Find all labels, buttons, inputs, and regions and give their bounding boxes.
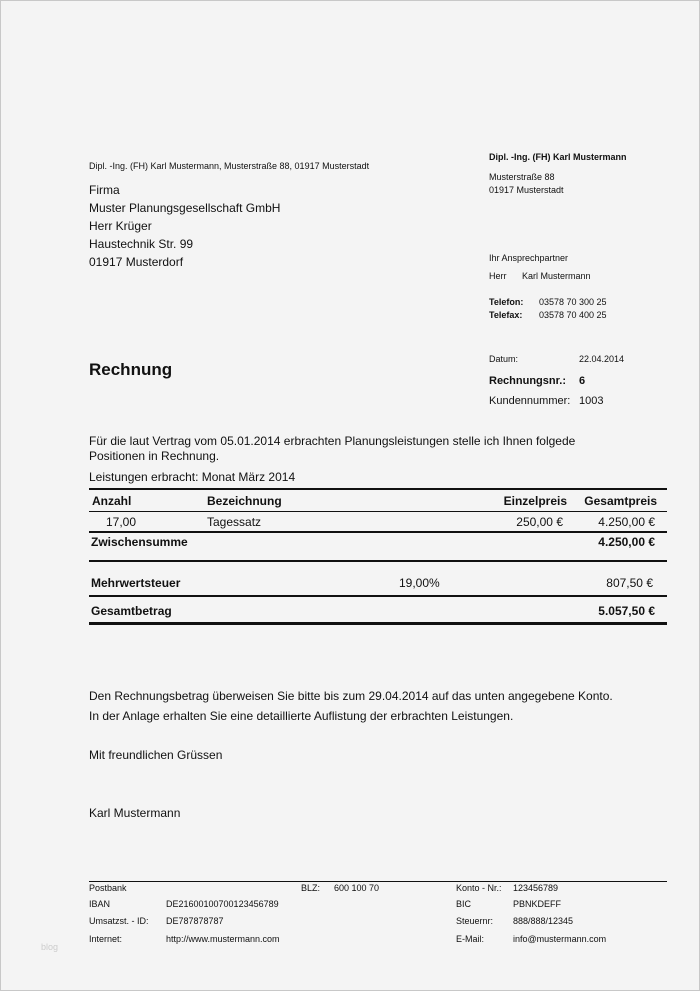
footer-bic: PBNKDEFF [513,899,562,909]
vat-value: 807,50 € [606,576,653,590]
contact-heading: Ihr Ansprechpartner [489,253,569,263]
customer-number-label: Kundennummer: [489,395,571,407]
recipient-line: Haustechnik Str. 99 [89,237,194,251]
signature-name: Karl Mustermann [89,806,181,820]
footer-iban-label: IBAN [89,899,111,909]
recipient-line: Firma [89,183,120,197]
footer-bank: Postbank [89,883,127,893]
footer-ust: DE787878787 [166,916,224,926]
total-value: 5.057,50 € [598,604,655,618]
vat-rate: 19,00% [399,576,440,590]
invoice-number: 6 [579,375,586,387]
row-unit-price: 250,00 € [516,515,563,529]
total-label: Gesamtbetrag [91,604,172,618]
date-label: Datum: [489,354,519,364]
col-header-desc: Bezeichnung [207,494,282,508]
intro-line: Für die laut Vertrag vom 05.01.2014 erbrachten Planungsleistungen stelle ich Ihnen folgede [89,434,576,448]
divider [89,511,667,512]
sender-street: Musterstraße 88 [489,172,555,182]
footer-web-label: Internet: [89,934,123,944]
subtotal-value: 4.250,00 € [598,535,655,549]
closing-text: In der Anlage erhalten Sie eine detaillierte Auflistung der erbrachten Leistungen. [89,709,514,723]
invoice-number-label: Rechnungsnr.: [489,375,567,387]
sender-name: Dipl. -Ing. (FH) Karl Mustermann [489,152,627,162]
divider [89,531,667,533]
col-header-qty: Anzahl [92,494,132,508]
footer-steuer: 888/888/12345 [513,916,574,926]
divider [89,622,667,625]
phone-number: 03578 70 300 25 [539,297,607,307]
closing-text: Den Rechnungsbetrag überweisen Sie bitte bis zum 29.04.2014 auf das unten angegebene Konto. [89,689,613,703]
footer-mail[interactable]: info@mustermann.com [513,934,607,944]
watermark: blog [41,942,59,952]
footer-divider [89,881,667,882]
row-qty: 17,00 [106,515,137,529]
fax-number: 03578 70 400 25 [539,310,607,320]
recipient-line: 01917 Musterdorf [89,255,184,269]
subtotal-label: Zwischensumme [91,535,188,549]
footer-konto: 123456789 [513,883,559,893]
recipient-line: Herr Krüger [89,219,152,233]
fax-label: Telefax: [489,310,523,320]
sender-line: Dipl. -Ing. (FH) Karl Mustermann, Musterstraße 88, 01917 Musterstadt [89,161,370,171]
vat-label: Mehrwertsteuer [91,576,181,590]
intro-line: Leistungen erbracht: Monat März 2014 [89,470,296,484]
date-value: 22.04.2014 [579,354,625,364]
intro-line: Positionen in Rechnung. [89,449,220,463]
footer-mail-label: E-Mail: [456,934,485,944]
footer-blz: 600 100 70 [334,883,380,893]
sender-city: 01917 Musterstadt [489,185,564,195]
col-header-total: Gesamtpreis [584,494,657,508]
divider [89,560,667,562]
contact-name: Karl Mustermann [522,271,591,281]
footer-bic-label: BIC [456,899,472,909]
contact-salutation: Herr [489,271,507,281]
col-header-unit: Einzelpreis [503,494,567,508]
page-title: Rechnung [89,360,173,379]
phone-label: Telefon: [489,297,524,307]
divider [89,488,667,490]
footer-konto-label: Konto - Nr.: [456,883,502,893]
footer-iban: DE21600100700123456789 [166,899,279,909]
footer-steuer-label: Steuernr: [456,916,494,926]
footer-blz-label: BLZ: [301,883,321,893]
row-total-price: 4.250,00 € [598,515,655,529]
greeting: Mit freundlichen Grüssen [89,748,223,762]
recipient-line: Muster Planungsgesellschaft GmbH [89,201,281,215]
recipient-address [89,181,280,271]
divider [89,595,667,597]
row-desc: Tagessatz [207,515,262,529]
footer-web[interactable]: http://www.mustermann.com [166,934,280,944]
customer-number: 1003 [579,395,604,407]
footer-ust-label: Umsatzst. - ID: [89,916,149,926]
